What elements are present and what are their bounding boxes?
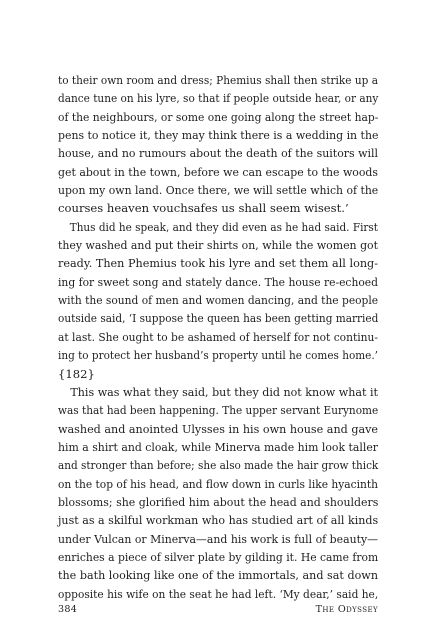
text-line: courses heaven vouchsafes us shall seem wisest.’ <box>58 201 349 216</box>
page-reference-marker: {182} <box>58 366 95 381</box>
text-line: house, and no rumours about the death of the suitors will <box>58 146 379 161</box>
body-text <box>58 71 378 603</box>
text-line: on the top of his head, and flow down in curls like hyacinth <box>58 476 379 491</box>
text-line: pens to notice it, they may think there is a wedding in the <box>58 128 379 143</box>
text-line: outside said, ‘I suppose the queen has been getting married <box>58 311 379 326</box>
page-number: 384 <box>58 604 78 615</box>
text-line: blossoms; she glorified him about the head and shoulders <box>58 494 379 509</box>
text-line: This was what they said, but they did not know what it <box>70 384 378 399</box>
text-line: with the sound of men and women dancing, and the people <box>58 293 379 308</box>
text-line: ing for sweet song and stately dance. The house re-echoed <box>58 274 379 289</box>
text-line: washed and anointed Ulysses in his own house and gave <box>58 421 379 436</box>
text-line: of the neighbours, or some one going along the street hap- <box>58 109 379 124</box>
text-line: Thus did he speak, and they did even as he had said. First <box>69 219 378 234</box>
text-line: to their own room and dress; Phemius shall then strike up a <box>58 73 378 87</box>
text-line: at last. She ought to be ashamed of herself for not continu- <box>58 329 378 344</box>
text-line: upon my own land. Once there, we will settle which of the <box>58 183 379 198</box>
text-line: enriches a piece of silver plate by gilding it. He came from <box>58 549 379 564</box>
text-line: dance tune on his lyre, so that if people outside hear, or any <box>58 91 379 106</box>
text-line: the bath looking like one of the immortals, and sat down <box>58 568 379 583</box>
text-line: they washed and put their shirts on, while the women got <box>58 238 379 253</box>
running-head: The Odyssey <box>315 604 378 615</box>
text-line: ing to protect her husband’s property until he comes home.’ <box>58 348 378 363</box>
text-line: opposite his wife on the seat he had left. ‘My dear,’ said he, <box>58 586 379 601</box>
text-line: ready. Then Phemius took his lyre and set them all long- <box>58 256 379 271</box>
text-line: and stronger than before; she also made the hair grow thick <box>58 458 379 473</box>
text-line: was that had been happening. The upper servant Eurynome <box>58 403 379 418</box>
text-line: just as a skilful workman who has studied art of all kinds <box>58 513 379 528</box>
text-line: get about in the town, before we can escape to the woods <box>58 164 379 179</box>
text-line: him a shirt and cloak, while Minerva made him look taller <box>58 439 378 454</box>
text-line: under Vulcan or Minerva—and his work is full of beauty— <box>58 531 378 546</box>
